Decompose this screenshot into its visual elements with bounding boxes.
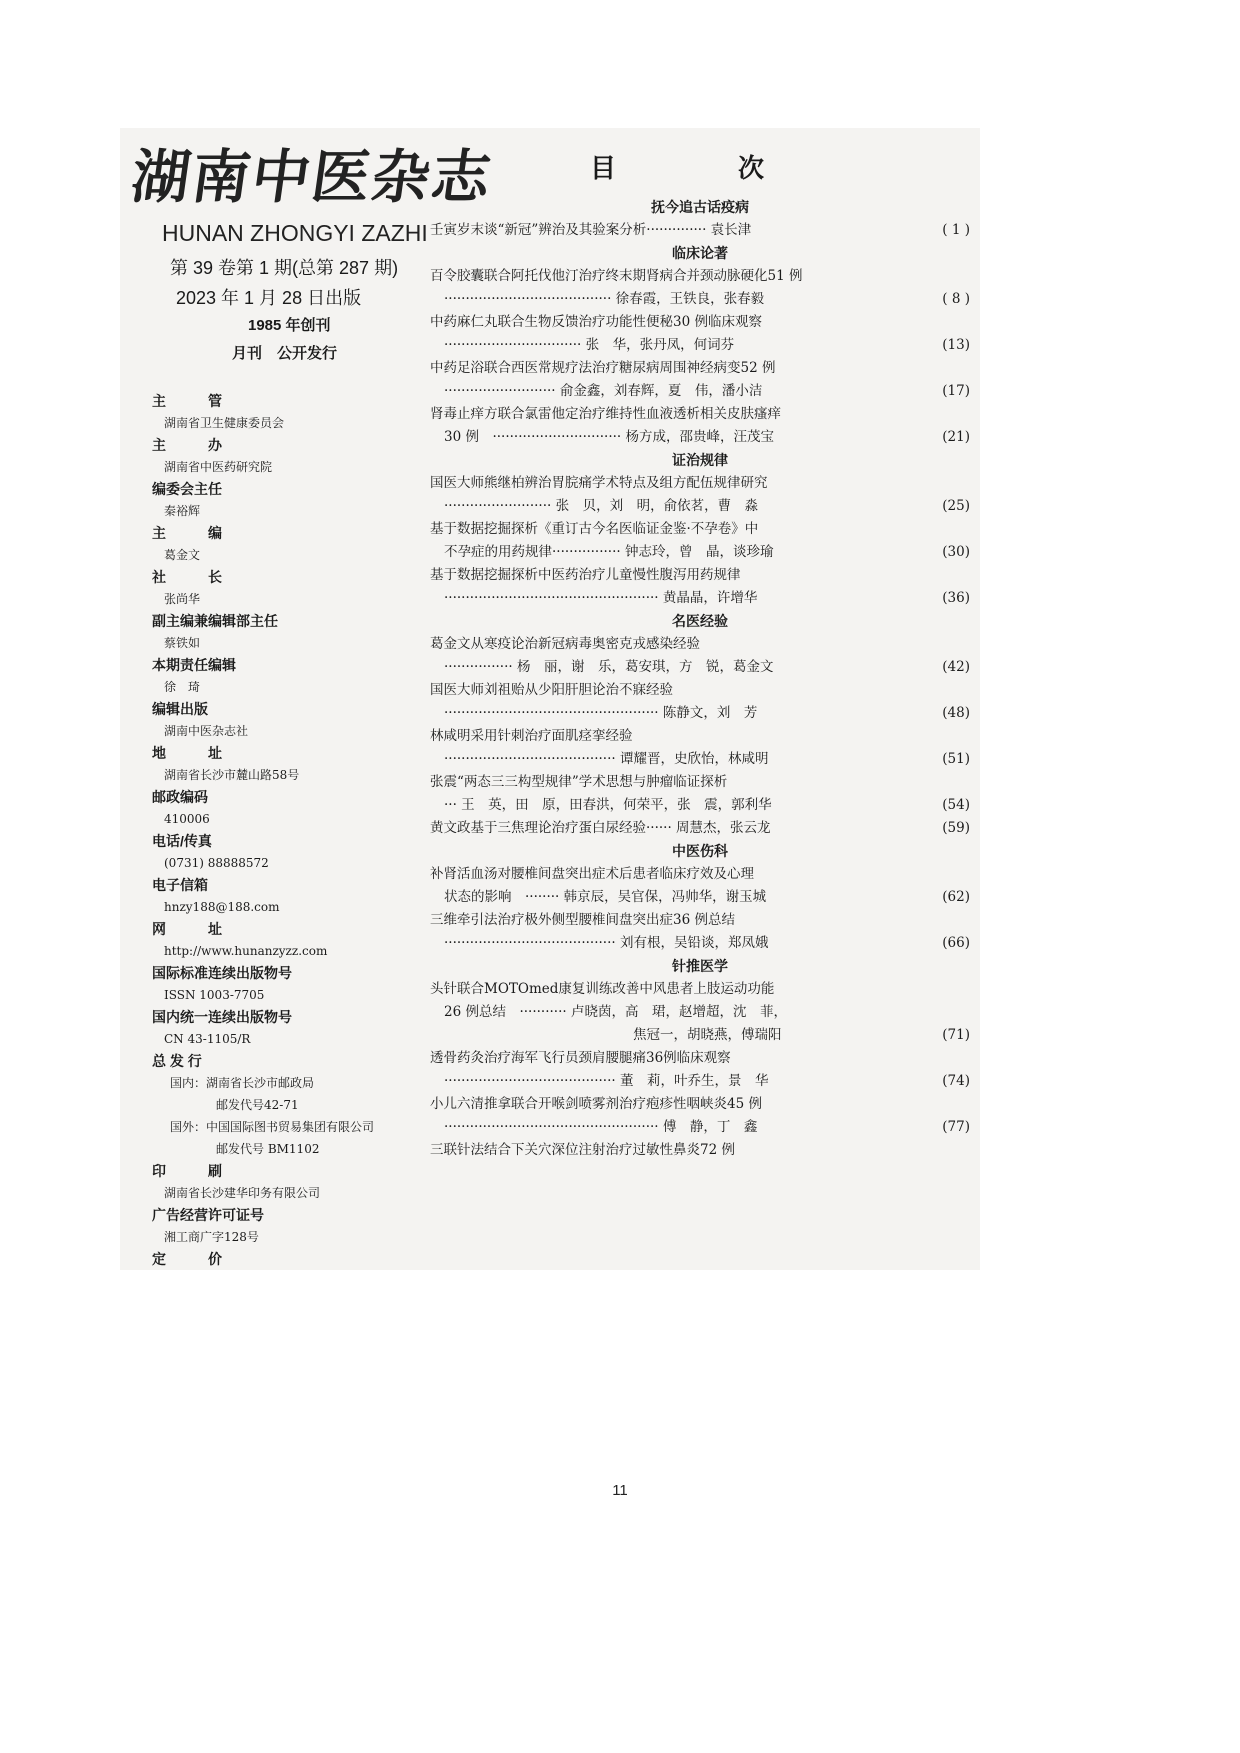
- toc-entry: [430, 725, 970, 748]
- info-label: 网 址: [152, 921, 236, 937]
- info-item: [152, 742, 452, 786]
- info-item: [152, 478, 452, 522]
- toc-entry-text: 肾毒止痒方联合氯雷他定治疗维持性血液透析相关皮肤瘙痒: [430, 406, 781, 422]
- info-label: 地 址: [152, 745, 236, 761]
- publication-date: 2023 年 1 月 28 日出版: [176, 288, 362, 308]
- toc-entry-text: 不孕症的用药规律················ 钟志玲，曾 晶，谈珍瑜: [444, 544, 774, 560]
- toc-entry: [430, 541, 970, 564]
- toc-section-heading: 证治规律: [672, 452, 728, 468]
- info-item: [152, 786, 452, 830]
- toc-entry: [430, 403, 970, 426]
- toc-entry: [430, 1116, 970, 1139]
- toc-entry: [430, 380, 970, 403]
- info-value: 湘工商广字128号: [164, 1230, 259, 1244]
- info-value: 邮发代号 BM1102: [216, 1142, 320, 1156]
- info-value: CN 43-1105/R: [164, 1032, 251, 1046]
- info-item: [152, 1160, 452, 1204]
- info-label: 电话/传真: [152, 833, 212, 849]
- toc-entry-text: 葛金文从寒疫论治新冠病毒奥密克戎感染经验: [430, 636, 700, 652]
- info-label: 定 价: [152, 1251, 236, 1267]
- info-item: [152, 1050, 452, 1160]
- toc-entry: [430, 1047, 970, 1070]
- info-value: (0731) 88888572: [164, 856, 269, 870]
- toc-page-number: (51): [942, 751, 970, 767]
- journal-pinyin-title: HUNAN ZHONGYI ZAZHI: [162, 220, 428, 246]
- toc-entry: [430, 426, 970, 449]
- scanned-contents-page: [120, 128, 980, 1270]
- toc-entry: [430, 1001, 970, 1024]
- toc-entry-text: ······································· 徐春霞，王铁良，张春毅: [444, 291, 765, 307]
- info-value: 国外：中国国际图书贸易集团有限公司: [170, 1120, 375, 1134]
- toc-entry: [430, 472, 970, 495]
- info-value: 邮发代号42-71: [216, 1098, 299, 1112]
- toc-page-number: (77): [942, 1119, 970, 1135]
- toc-section-heading: 针推医学: [672, 958, 728, 974]
- toc-entry: [430, 564, 970, 587]
- toc-section-heading: 临床论著: [672, 245, 728, 261]
- info-item: [152, 654, 452, 698]
- info-label: 总 发 行: [152, 1053, 202, 1069]
- toc-entry: [430, 311, 970, 334]
- info-label: 本期责任编辑: [152, 657, 236, 673]
- toc-entry: [430, 978, 970, 1001]
- info-label: 主 办: [152, 437, 236, 453]
- info-item: [152, 830, 452, 874]
- info-label: 副主编兼编辑部主任: [152, 613, 278, 629]
- info-value: 秦裕辉: [164, 504, 201, 518]
- info-value: 湖南省卫生健康委员会: [164, 416, 285, 430]
- publication-frequency: 月刊 公开发行: [232, 345, 338, 362]
- toc-entry: [430, 656, 970, 679]
- toc-page-number: (62): [942, 889, 970, 905]
- info-item: [152, 874, 452, 918]
- info-value: 湖南中医杂志社: [164, 724, 249, 738]
- toc-entry-text: 基于数据挖掘探析《重订古今名医临证金鉴·不孕卷》中: [430, 521, 759, 537]
- toc-entry-text: 国医大师刘祖贻从少阳肝胆论治不寐经验: [430, 682, 673, 698]
- info-value: 葛金文: [164, 548, 201, 562]
- toc-page-number: (59): [942, 820, 970, 836]
- toc-page-number: (71): [942, 1027, 970, 1043]
- info-value: ISSN 1003-7705: [164, 988, 265, 1002]
- toc-entry: [430, 794, 970, 817]
- toc-entry: [430, 357, 970, 380]
- toc-entry: [430, 863, 970, 886]
- info-item: [152, 1204, 452, 1248]
- toc-entry: [430, 702, 970, 725]
- info-item: [152, 1006, 452, 1050]
- toc-entry-text: 透骨药灸治疗海军飞行员颈肩腰腿痛36例临床观察: [430, 1050, 731, 1066]
- toc-page-number: (42): [942, 659, 970, 675]
- info-label: 广告经营许可证号: [152, 1207, 264, 1223]
- volume-issue: 第 39 卷第 1 期(总第 287 期): [170, 258, 399, 278]
- toc-entry-text: ························· 张 贝，刘 明，俞依茗，曹 淼: [444, 498, 759, 514]
- toc-entry-text: 状态的影响 ········ 韩京辰，吴官保，冯帅华，谢玉城: [444, 889, 767, 905]
- info-label: 邮政编码: [152, 789, 208, 805]
- toc-entry: [430, 587, 970, 610]
- toc-entry-text: 补肾活血汤对腰椎间盘突出症术后患者临床疗效及心理: [430, 866, 754, 882]
- toc-entry: [430, 518, 970, 541]
- info-item: [152, 522, 452, 566]
- info-value: 湖南省长沙市麓山路58号: [164, 768, 300, 782]
- toc-entry-text: 百令胶囊联合阿托伐他汀治疗终末期肾病合并颈动脉硬化51 例: [430, 268, 803, 284]
- info-item: [152, 610, 452, 654]
- toc-entries: [430, 196, 970, 1162]
- toc-entry-text: ·················································· 陈静文，刘 芳: [444, 705, 758, 721]
- toc-entry-text: 小儿六清推拿联合开喉剑喷雾剂治疗疱疹性咽峡炎45 例: [430, 1096, 762, 1112]
- toc-entry-text: 中药足浴联合西医常规疗法治疗糖尿病周围神经病变52 例: [430, 360, 776, 376]
- toc-page-number: (66): [942, 935, 970, 951]
- toc-entry: [430, 288, 970, 311]
- toc-entry: [430, 679, 970, 702]
- toc-entry-text: 张震“两态三三构型规律”学术思想与肿瘤临证探析: [430, 774, 728, 790]
- toc-title: 目 次: [590, 153, 813, 183]
- toc-entry: [430, 932, 970, 955]
- info-value: 张尚华: [164, 592, 201, 606]
- toc-entry-text: ················ 杨 丽，谢 乐，葛安琪，方 锐，葛金文: [444, 659, 774, 675]
- toc-section-heading: 中医伤科: [672, 843, 728, 859]
- toc-entry-text: ································ 张 华，张丹凤，何词芬: [444, 337, 735, 353]
- toc-page-number: (36): [942, 590, 970, 606]
- toc-entry-text: 基于数据挖掘探析中医药治疗儿童慢性腹泻用药规律: [430, 567, 741, 583]
- toc-entry: [430, 1070, 970, 1093]
- info-label: 主 管: [152, 393, 236, 409]
- info-item: [152, 566, 452, 610]
- toc-page-number: (25): [942, 498, 970, 514]
- toc-entry-text: 林咸明采用针刺治疗面肌痉挛经验: [430, 728, 633, 744]
- info-label: 编辑出版: [152, 701, 208, 717]
- table-of-contents: [420, 128, 980, 1270]
- founded-year: 1985 年创刊: [248, 317, 331, 334]
- toc-page-number: (30): [942, 544, 970, 560]
- toc-entry-text: 头针联合MOTOmed康复训练改善中风患者上肢运动功能: [430, 981, 775, 997]
- toc-entry: [430, 771, 970, 794]
- toc-entry-text: ·························· 俞金鑫，刘春辉，夏 伟，潘小洁: [444, 383, 763, 399]
- toc-entry-text: 焦冠一，胡晓燕，傅瑞阳: [444, 1027, 782, 1043]
- toc-page-number: (74): [942, 1073, 970, 1089]
- toc-section-heading: 名医经验: [672, 613, 728, 629]
- info-item: [152, 918, 452, 962]
- page-number: 11: [612, 1482, 628, 1499]
- toc-entry-text: 国医大师熊继柏辨治胃脘痛学术特点及组方配伍规律研究: [430, 475, 768, 491]
- toc-entry: [430, 817, 970, 840]
- toc-entry-text: ········································ 董 莉，叶乔生，景 华: [444, 1073, 769, 1089]
- toc-entry-text: 三维牵引法治疗极外侧型腰椎间盘突出症36 例总结: [430, 912, 735, 928]
- toc-entry-text: ········································ 谭耀晋，史欣怡，林咸明: [444, 751, 769, 767]
- toc-entry: [430, 1093, 970, 1116]
- info-value: http://www.hunanzyzz.com: [164, 944, 328, 958]
- toc-page-number: (17): [942, 383, 970, 399]
- info-item: [152, 434, 452, 478]
- info-label: 社 长: [152, 569, 236, 585]
- toc-entry-text: ········································ 刘有根，吴铅谈，郑凤娥: [444, 935, 769, 951]
- toc-entry: [430, 265, 970, 288]
- info-label: 主 编: [152, 525, 236, 541]
- info-value: 蔡铁如: [164, 636, 201, 650]
- toc-entry: [430, 334, 970, 357]
- toc-entry: [430, 219, 970, 242]
- info-label: 国际标准连续出版物号: [152, 965, 292, 981]
- toc-entry-text: 壬寅岁末谈“新冠”辨治及其验案分析·············· 袁长津: [430, 222, 752, 238]
- toc-entry-text: 中药麻仁丸联合生物反馈治疗功能性便秘30 例临床观察: [430, 314, 762, 330]
- masthead-column: [120, 128, 497, 1270]
- toc-entry: [430, 886, 970, 909]
- toc-entry: [430, 748, 970, 771]
- publication-info-list: [152, 390, 452, 1270]
- info-label: 电子信箱: [152, 877, 208, 893]
- toc-entry-text: 26 例总结 ··········· 卢晓茵，高 珺，赵增超，沈 菲，: [444, 1004, 787, 1020]
- toc-page-number: ( 1 ): [942, 222, 970, 238]
- toc-entry-text: ·················································· 黄晶晶，许增华: [444, 590, 758, 606]
- info-value: 国内：湖南省长沙市邮政局: [170, 1076, 315, 1090]
- info-value: 410006: [164, 812, 210, 826]
- info-item: [152, 390, 452, 434]
- info-item: [152, 698, 452, 742]
- toc-entry-text: ·················································· 傅 静，丁 鑫: [444, 1119, 758, 1135]
- toc-entry: [430, 495, 970, 518]
- toc-entry: [430, 633, 970, 656]
- toc-page-number: (21): [942, 429, 970, 445]
- toc-entry-text: ··· 王 英，田 原，田春洪，何荣平，张 震，郭利华: [444, 797, 772, 813]
- toc-page-number: (54): [942, 797, 970, 813]
- toc-entry-text: 黄文政基于三焦理论治疗蛋白尿经验······ 周慧杰，张云龙: [430, 820, 771, 836]
- info-item: [152, 962, 452, 1006]
- info-value: 徐 琦: [164, 680, 201, 694]
- toc-entry: [430, 1024, 970, 1047]
- toc-page-number: (48): [942, 705, 970, 721]
- info-label: 印 刷: [152, 1163, 236, 1179]
- toc-section-heading: 抚今追古话疫病: [651, 199, 749, 215]
- info-value: 湖南省中医药研究院: [164, 460, 273, 474]
- info-label: 编委会主任: [152, 481, 222, 497]
- toc-page-number: (13): [942, 337, 970, 353]
- toc-entry: [430, 909, 970, 932]
- info-label: 国内统一连续出版物号: [152, 1009, 292, 1025]
- toc-page-number: ( 8 ): [942, 291, 970, 307]
- journal-title-calligraphy: 湖南中医杂志: [127, 143, 497, 211]
- toc-entry: [430, 1139, 970, 1162]
- info-value: hnzy188@188.com: [164, 900, 280, 914]
- info-item: [152, 1248, 452, 1270]
- info-value: 湖南省长沙建华印务有限公司: [164, 1186, 321, 1200]
- toc-entry-text: 30 例 ······························ 杨方成，邵贵峰，汪茂宝: [444, 429, 774, 445]
- toc-entry-text: 三联针法结合下关穴深位注射治疗过敏性鼻炎72 例: [430, 1142, 735, 1158]
